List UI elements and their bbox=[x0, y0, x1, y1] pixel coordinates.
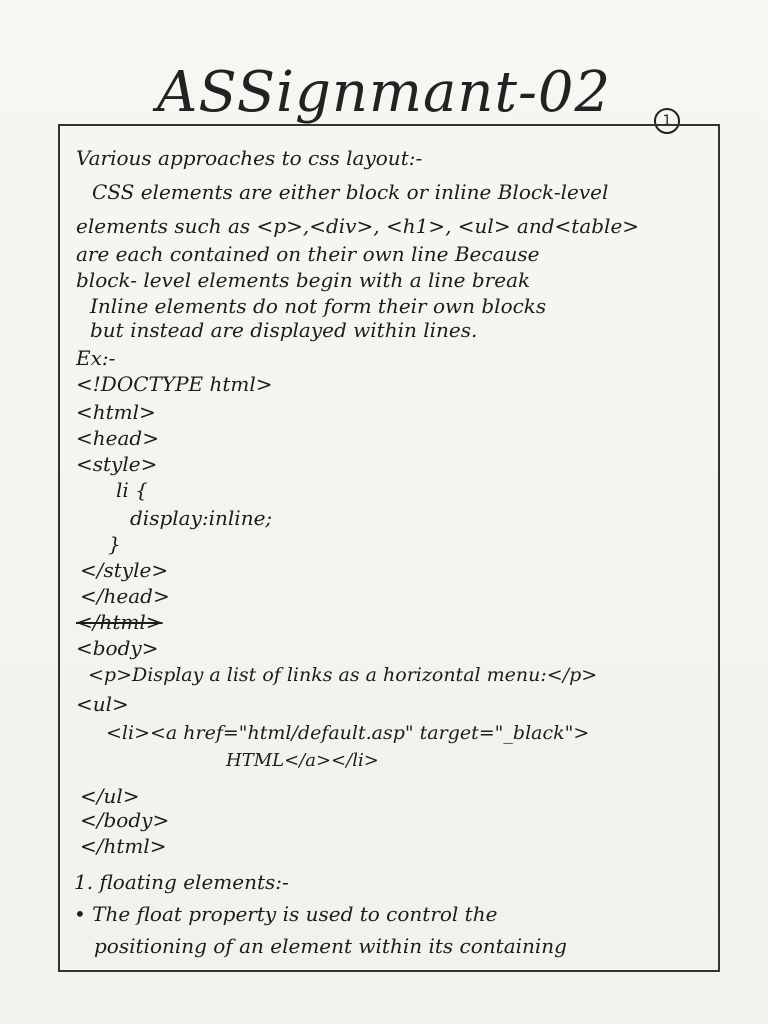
code-line: <!DOCTYPE html> bbox=[76, 372, 273, 396]
code-line: </head> bbox=[80, 584, 170, 608]
code-line: </ul> bbox=[80, 784, 140, 808]
code-line: li { bbox=[116, 478, 148, 502]
code-line: </html> bbox=[80, 834, 167, 858]
code-line: <p>Display a list of links as a horizontal menu:</p> bbox=[88, 664, 598, 686]
code-line: <li><a href="html/default.asp" target="_black"> bbox=[106, 722, 590, 744]
code-line: <ul> bbox=[76, 692, 129, 716]
text-line: CSS elements are either block or inline Block-level bbox=[92, 180, 609, 204]
code-line-struck: </html> bbox=[76, 610, 163, 634]
text-line: are each contained on their own line Because bbox=[76, 242, 540, 266]
text-line: Inline elements do not form their own blocks bbox=[90, 294, 547, 318]
page-number: 1 bbox=[654, 108, 680, 134]
code-line: <head> bbox=[76, 426, 159, 450]
code-line: <style> bbox=[76, 452, 158, 476]
code-line: <body> bbox=[76, 636, 159, 660]
code-line: </body> bbox=[80, 808, 170, 832]
text-line: elements such as <p>,<div>, <h1>, <ul> and<table> bbox=[76, 214, 640, 238]
text-line: positioning of an element within its containing bbox=[94, 934, 567, 958]
subsection-heading: 1. floating elements:- bbox=[74, 870, 289, 894]
example-label: Ex:- bbox=[76, 346, 116, 370]
assignment-title: ASSignmant-02 bbox=[156, 60, 612, 125]
code-line: </style> bbox=[80, 558, 169, 582]
code-line: <html> bbox=[76, 400, 156, 424]
text-line: block- level elements begin with a line break bbox=[76, 268, 531, 292]
section-heading: Various approaches to css layout:- bbox=[76, 146, 423, 170]
code-line: display:inline; bbox=[130, 506, 273, 530]
code-line: } bbox=[108, 532, 121, 556]
text-line: but instead are displayed within lines. bbox=[90, 318, 478, 342]
code-line: HTML</a></li> bbox=[226, 750, 379, 771]
text-line: • The float property is used to control the bbox=[74, 902, 498, 926]
